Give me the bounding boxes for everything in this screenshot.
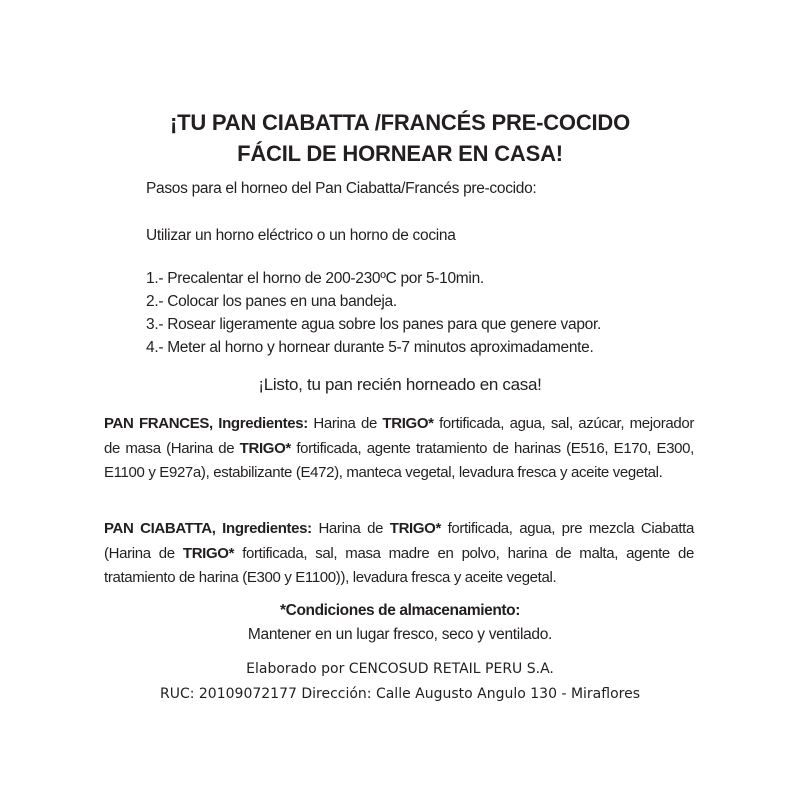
manufacturer: Elaborado por CENCOSUD RETAIL PERU S.A. xyxy=(246,661,554,677)
ingredients-frances-text-3: fortificada, agente tratamiento de harinas (E516, E170, E300, E1100 y E927a), estabilizante (E472), manteca vegetal, levadura fresca y aceite vegetal. xyxy=(104,439,694,481)
storage-conditions-text: Mantener en un lugar fresco, seco y ventilado. xyxy=(247,626,553,643)
ingredients-pan-frances xyxy=(104,412,694,486)
title-line-1: ¡TU PAN CIABATTA /FRANCÉS PRE-COCIDO xyxy=(169,110,631,135)
allergen-trigo: TRIGO* xyxy=(382,415,434,432)
ingredients-ciabatta-label: PAN CIABATTA, Ingredientes: xyxy=(104,520,312,537)
storage-conditions-title: *Condiciones de almacenamiento: xyxy=(280,602,520,619)
baking-steps-intro: Pasos para el horneo del Pan Ciabatta/Francés pre-cocido: xyxy=(146,180,537,197)
oven-usage-note: Utilizar un horno eléctrico o un horno de cocina xyxy=(146,227,456,244)
allergen-trigo: TRIGO* xyxy=(239,439,291,457)
ingredients-pan-ciabatta xyxy=(104,517,694,591)
ready-message: ¡Listo, tu pan recién horneado en casa! xyxy=(258,375,542,394)
baking-step-4: 4.- Meter al horno y hornear durante 5-7 minutos aproximadamente. xyxy=(146,339,594,356)
ingredients-frances-text-2: fortificada, agua, sal, azúcar, mejorador de masa (Harina de xyxy=(104,415,694,457)
baking-step-2: 2.- Colocar los panes en una bandeja. xyxy=(146,293,397,310)
ruc-address: RUC: 20109072177 Dirección: Calle Augusto Angulo 130 - Miraflores xyxy=(159,686,640,702)
ingredients-frances-label: PAN FRANCES, Ingredientes: xyxy=(104,415,308,432)
baking-step-1: 1.- Precalentar el horno de 200-230ºC por 5-10min. xyxy=(146,270,484,287)
ingredients-ciabatta-text-2: fortificada, agua, pre mezcla Ciabatta (Harina de xyxy=(104,520,694,562)
allergen-trigo: TRIGO* xyxy=(389,520,441,537)
ingredients-frances-text-1: Harina de xyxy=(307,415,383,432)
ingredients-ciabatta-text-1: Harina de xyxy=(311,520,390,537)
ingredients-ciabatta-text-3: fortificada, sal, masa madre en polvo, harina de malta, agente de tratamiento de harina (E300 y E1100)), levadura fresca y aceite vegetal. xyxy=(104,544,694,586)
baking-step-3: 3.- Rosear ligeramente agua sobre los panes para que genere vapor. xyxy=(146,316,601,333)
allergen-trigo: TRIGO* xyxy=(182,544,235,562)
title-line-2: FÁCIL DE HORNEAR EN CASA! xyxy=(237,141,563,166)
